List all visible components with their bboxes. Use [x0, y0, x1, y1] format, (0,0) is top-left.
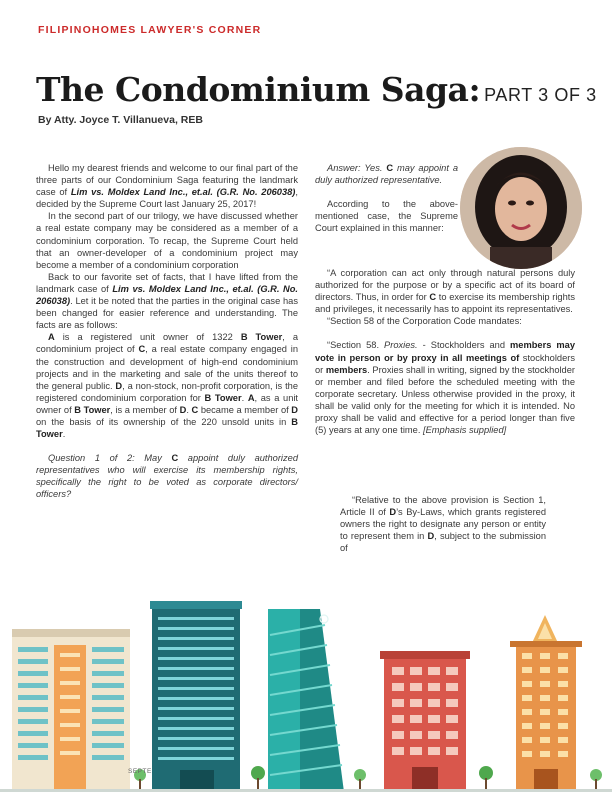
section-label: FILIPINOHOMES LAWYER'S CORNER	[38, 24, 262, 36]
paragraph-recap: In the second part of our trilogy, we have discussed whether a real estate company may be considered as a member of a condominium corporation. To recap, the Supreme Court held that an owner-developer of a condominium project may become a member of a condominium corporation	[36, 211, 298, 270]
quote-bylaws: “Relative to the above provision is Section 1, Article II of D’s By-Laws, which grants registered owners the right to designate any person or entity to represent them in D, subject to the submission of	[340, 495, 547, 554]
right-column-top	[315, 162, 458, 234]
quote-corporation-acts: “A corporation can act only through natural persons duly authorized for the purpose or by a specific act of its board of directors. Thus, in order for C to exercise its membership rights and privileges, it necessarily has to appoint its representatives.	[315, 268, 575, 315]
footer-date: SEPTE	[128, 768, 152, 775]
quote-section-58: “Section 58. Proxies. - Stockholders and members may vote in person or by proxy in all meetings of stockholders or members. Proxies shall in writing, signed by the stockholder or member and filed before the scheduled meeting with the corporate secretary. Unless otherwise provided in the proxy, it shall be valid only for the meeting for which it is intended. No proxy shall be valid and effective for a period longer than five (5) years at any one time. [Emphasis supplied]	[315, 340, 575, 436]
right-column-bottom	[340, 494, 546, 554]
title-main: The Condominium Saga:	[36, 70, 481, 109]
author-photo	[460, 147, 582, 269]
paragraph-facts: A is a registered unit owner of 1322 B Tower, a condominium project of C, a real estate company engaged in the construction and development of high-end condominium projects and in the marketing and sale of the units thereof to the general public. D, a non-stock, non-profit corporation, is the registered condominium corporation for B Tower. A, as a unit owner of B Tower, is a member of D. C became a member of D on the basis of its ownership of the 220 unsold units in B Tower.	[36, 332, 299, 440]
building-2	[150, 601, 242, 792]
paragraph-sc-explained: According to the above-mentioned case, the Supreme Court explained in this manner:	[315, 199, 458, 234]
building-1	[12, 629, 130, 792]
title-part: PART 3 OF 3	[484, 85, 597, 105]
paragraph-facts-intro: Back to our favorite set of facts, that I have lifted from the landmark case of Lim vs. Moldex Land Inc., et.al. (G.R. No. 206038). Let it be noted that the parties in the original case has been changed for easier reference and understanding. The facts are as follows:	[36, 271, 298, 331]
building-4	[380, 651, 470, 792]
byline: By Atty. Joyce T. Villanueva, REB	[38, 114, 203, 126]
answer-1: Answer: Yes. C may appoint a duly authorized representative.	[315, 163, 458, 186]
city-skyline-illustration	[0, 595, 612, 792]
paragraph-section58-intro: “Section 58 of the Corporation Code mandates:	[327, 316, 522, 327]
paragraph-intro: Hello my dearest friends and welcome to our final part of the three parts of our Condominium Saga featuring the landmark case of Lim vs. Moldex Land Inc., et.al. (G.R. No. 206038), decided by the Supreme Court last January 25, 2017!	[36, 163, 298, 210]
article-title	[36, 70, 597, 109]
question-1: Question 1 of 2: May C appoint duly authorized representatives who will exercise its membership rights, specifically the right to be voted as corporate directors/ officers?	[36, 453, 298, 500]
right-column-main	[315, 267, 575, 436]
building-3	[268, 609, 344, 792]
left-column	[36, 162, 298, 501]
building-5	[510, 615, 582, 792]
